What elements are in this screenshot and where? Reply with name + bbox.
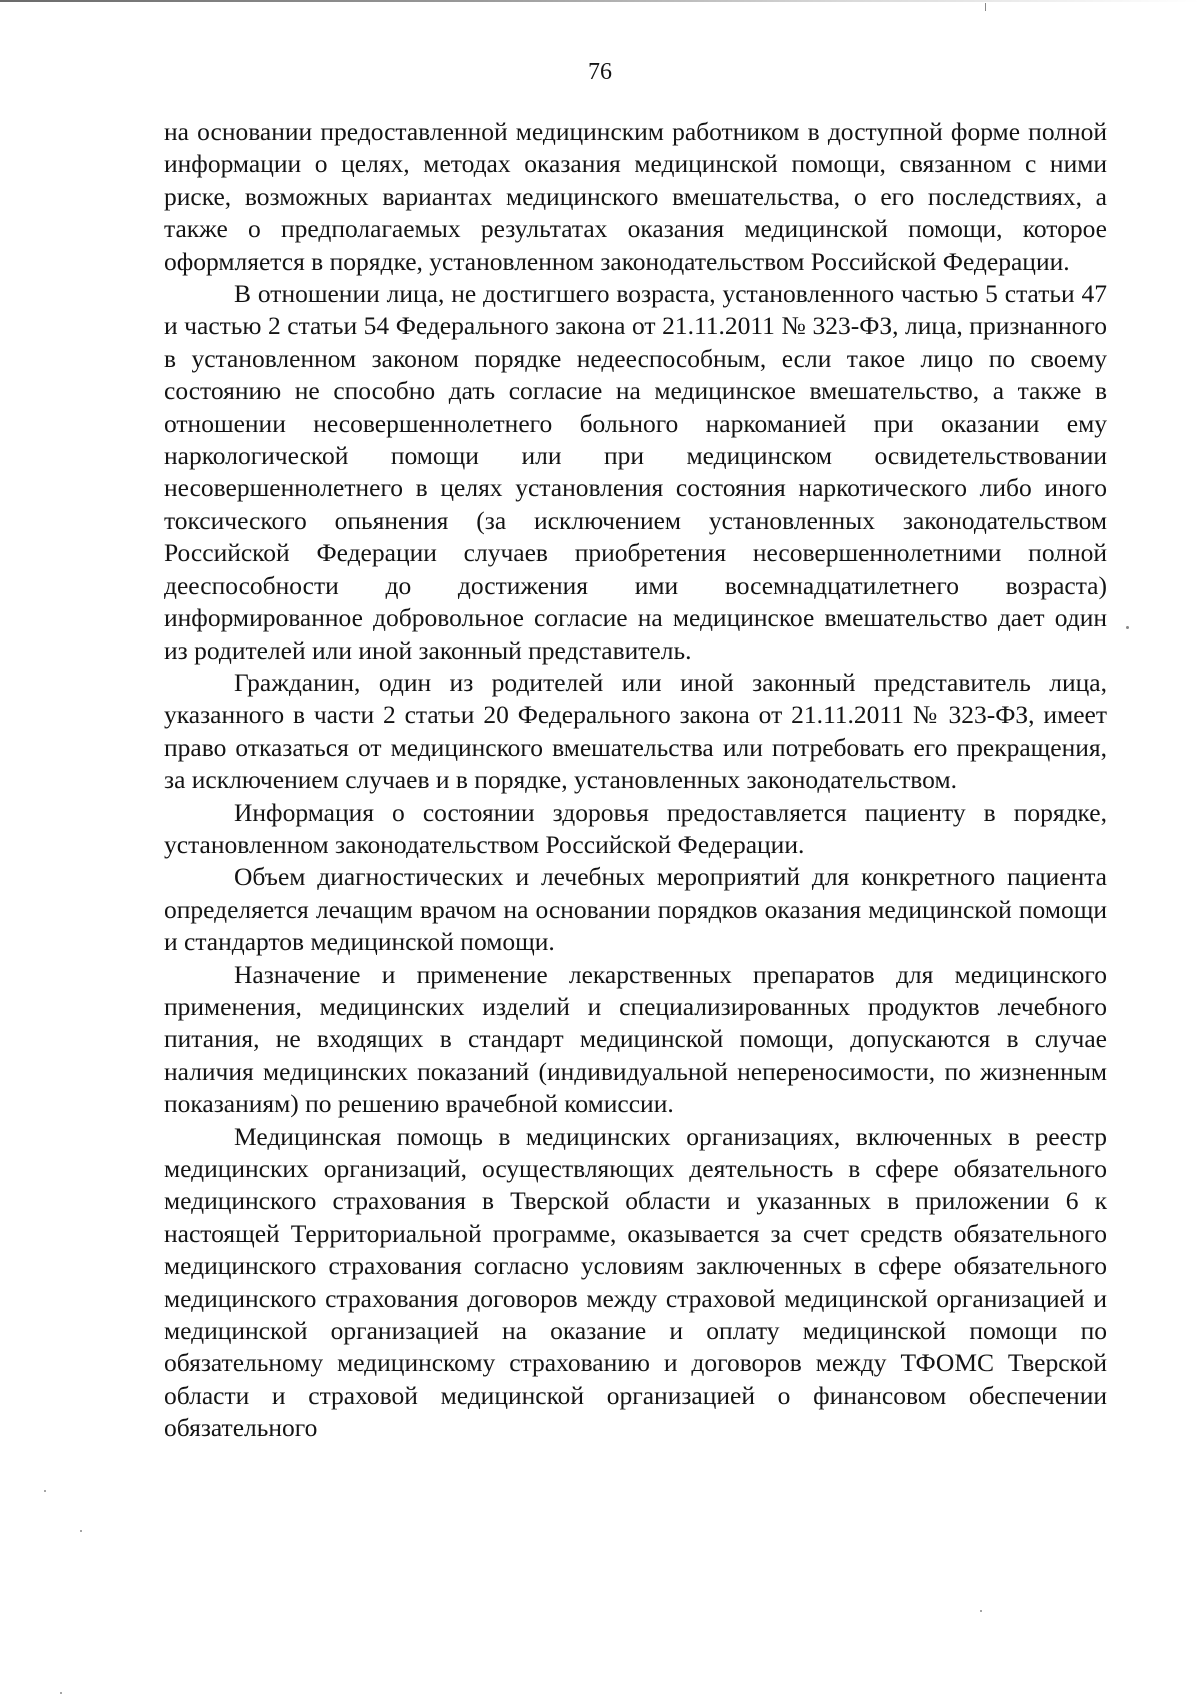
paragraph: Объем диагностических и лечебных мероприятий для конкретного пациента определяется лечащим врачом на основании порядков оказания медицинской помощи и стандартов медицинской помощи. [164,862,1107,957]
page-number: 76 [588,59,612,85]
scan-speck [985,3,986,11]
paragraph: Назначение и применение лекарственных препаратов для медицинского применения, медицинских изделий и специализированных продуктов лечебного питания, не входящих в стандарт медицинской помощи, допускаются в случае наличия медицинских показаний (индивидуальной непереносимости, по жизненным показаниям) по решению врачебной комиссии. [164,959,1107,1119]
scan-speck [80,1530,82,1532]
scan-edge-shadow [0,0,1200,2]
paragraph: В отношении лица, не достигшего возраста, установленного частью 5 статьи 47 и частью 2 статьи 54 Федерального закона от 21.11.2011 № 323-ФЗ, лица, признанного в установленном законом порядке недееспособным, если такое лицо по своему состоянию не способно дать согласие на медицинское вмешательство, а также в отношении несовершеннолетнего больного наркоманией при оказании ему наркологической помощи или при медицинском освидетельствовании несовершеннолетнего в целях установления состояния наркотического либо иного токсического опьянения (за исключением установленных законодательством Российской Федерации случаев приобретения несовершеннолетними полной дееспособности до достижения ими восемнадцатилетнего возраста) информированное добровольное согласие на медицинское вмешательство дает один из родителей или иной законный представитель. [164,279,1107,665]
scan-speck [980,1610,982,1612]
scan-speck [44,1490,46,1492]
paragraph: Медицинская помощь в медицинских организациях, включенных в реестр медицинских организаций, осуществляющих деятельность в сфере обязательного медицинского страхования в Тверской области и указанных в приложении 6 к настоящей Территориальной программе, оказывается за счет средств обязательного медицинского страхования согласно условиям заключенных в сфере обязательного медицинского страхования договоров между страховой медицинской организацией и медицинской организацией на оказание и оплату медицинской помощи по обязательному медицинскому страхованию и договоров между ТФОМС Тверской области и страховой медицинской организацией о финансовом обеспечении обязательного [164,1121,1107,1443]
scan-speck [60,1692,62,1694]
paragraph: Гражданин, один из родителей или иной законный представитель лица, указанного в части 2 статьи 20 Федерального закона от 21.11.2011 № 323-ФЗ, имеет право отказаться от медицинского вмешательства или потребовать его прекращения, за исключением случаев и в порядке, установленных законодательством. [164,667,1107,795]
document-body [164,116,1107,1445]
paragraph: на основании предоставленной медицинским работником в доступной форме полной информации о целях, методах оказания медицинской помощи, связанном с ними риске, возможных вариантах медицинского вмешательства, о его последствиях, а также о предполагаемых результатах оказания медицинской помощи, которое оформляется в порядке, установленном законодательством Российской Федерации. [164,117,1107,276]
paragraph: Информация о состоянии здоровья предоставляется пациенту в порядке, установленном законодательством Российской Федерации. [164,797,1107,859]
scan-speck [1126,626,1129,629]
